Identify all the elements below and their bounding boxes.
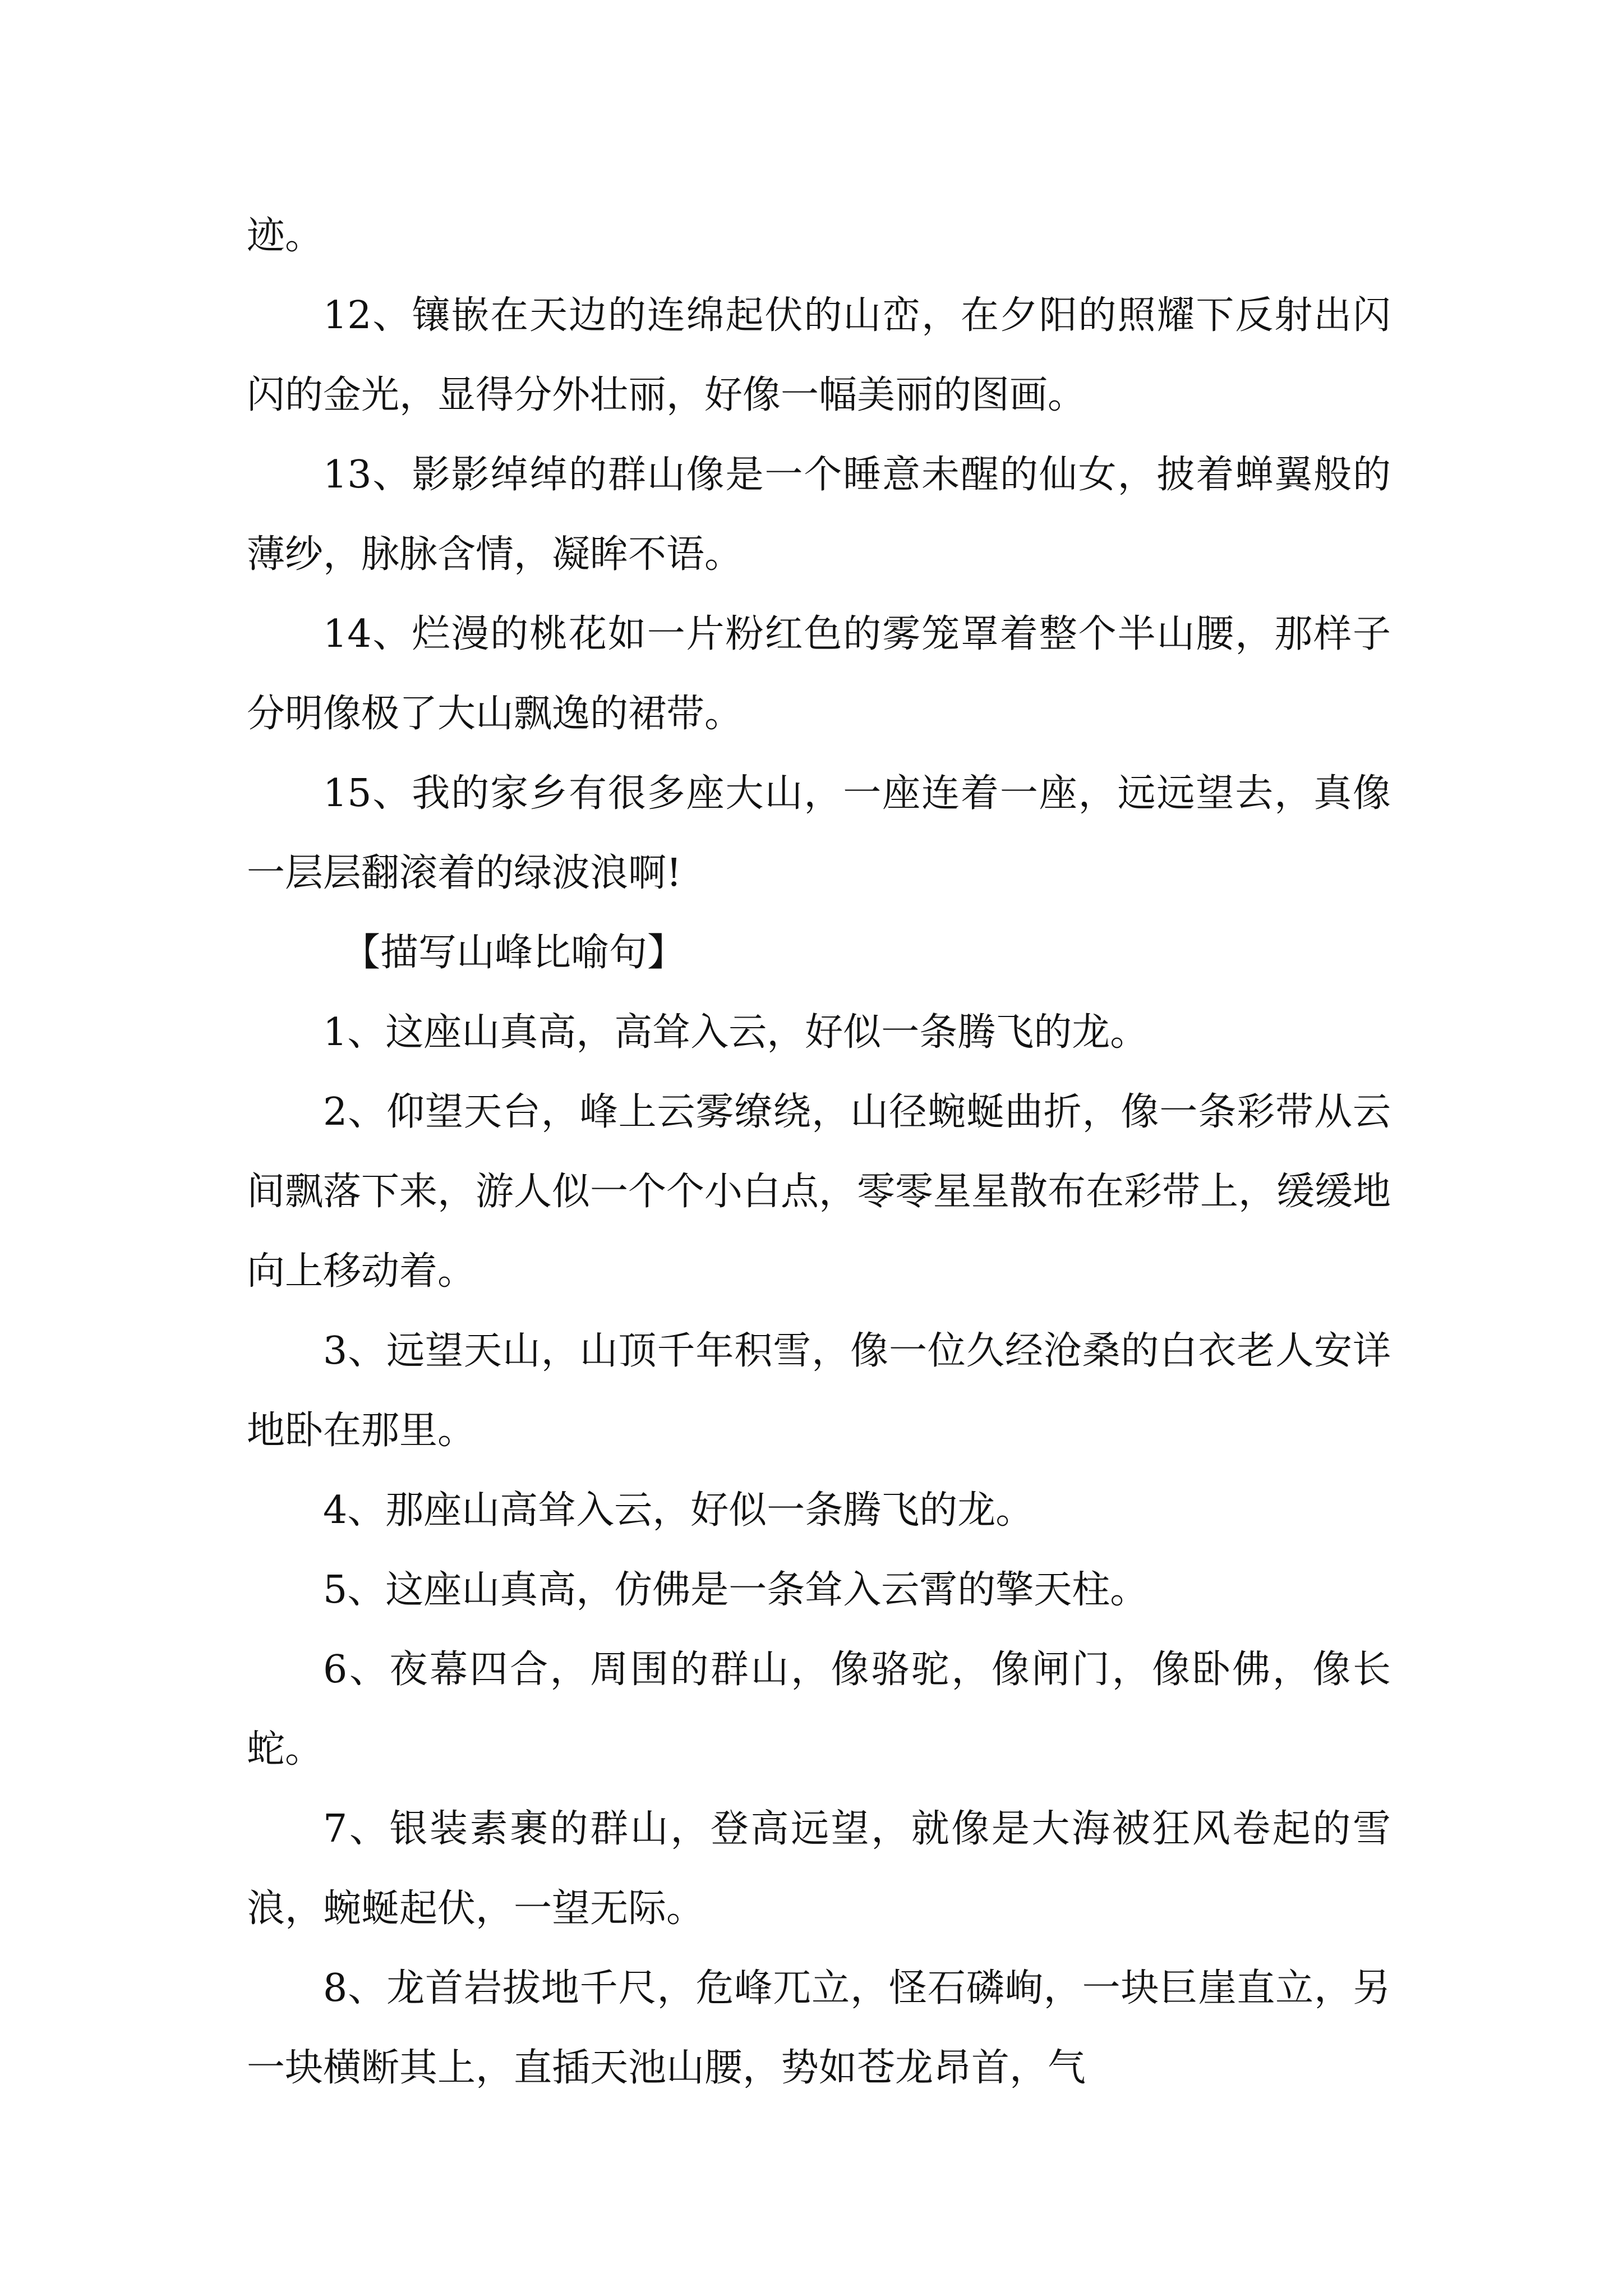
- simile-2: 2、仰望天台，峰上云雾缭绕，山径蜿蜒曲折，像一条彩带从云间飘落下来，游人似一个个小白点，零零星星散布在彩带上，缓缓地向上移动着。: [247, 1090, 1391, 1294]
- simile-1: 1、这座山真高，高耸入云，好似一条腾飞的龙。: [323, 1010, 1149, 1055]
- simile-8: 8、龙首岩拔地千尺，危峰兀立，怪石磷峋，一块巨崖直立，另一块横断其上，直插天池山腰，势如苍龙昂首，气: [247, 1966, 1391, 2090]
- simile-7: 7、银装素裹的群山，登高远望，就像是大海被狂风卷起的雪浪，蜿蜒起伏，一望无际。: [247, 1807, 1391, 1931]
- simile-6: 6、夜幕四合，周围的群山，像骆驼，像闸门，像卧佛，像长蛇。: [247, 1648, 1391, 1772]
- paragraph-14: 14、烂漫的桃花如一片粉红色的雾笼罩着整个半山腰，那样子分明像极了大山飘逸的裙带。: [247, 612, 1391, 736]
- document-body: [247, 196, 1391, 2108]
- simile-3: 3、远望天山，山顶千年积雪，像一位久经沧桑的白衣老人安详地卧在那里。: [247, 1329, 1391, 1453]
- paragraph-12: 12、镶嵌在天边的连绵起伏的山峦，在夕阳的照耀下反射出闪闪的金光，显得分外壮丽，好像一幅美丽的图画。: [247, 293, 1391, 417]
- simile-4: 4、那座山高耸入云，好似一条腾飞的龙。: [323, 1488, 1034, 1533]
- simile-5: 5、这座山真高，仿佛是一条耸入云霄的擎天柱。: [323, 1568, 1149, 1612]
- paragraph-13: 13、影影绰绰的群山像是一个睡意未醒的仙女，披着蝉翼般的薄纱，脉脉含情，凝眸不语。: [247, 453, 1391, 577]
- paragraph-continuation: 迹。: [247, 214, 324, 258]
- paragraph-15: 15、我的家乡有很多座大山，一座连着一座，远远望去，真像一层层翻滚着的绿波浪啊!: [247, 771, 1391, 895]
- section-heading: 【描写山峰比喻句】: [342, 931, 686, 975]
